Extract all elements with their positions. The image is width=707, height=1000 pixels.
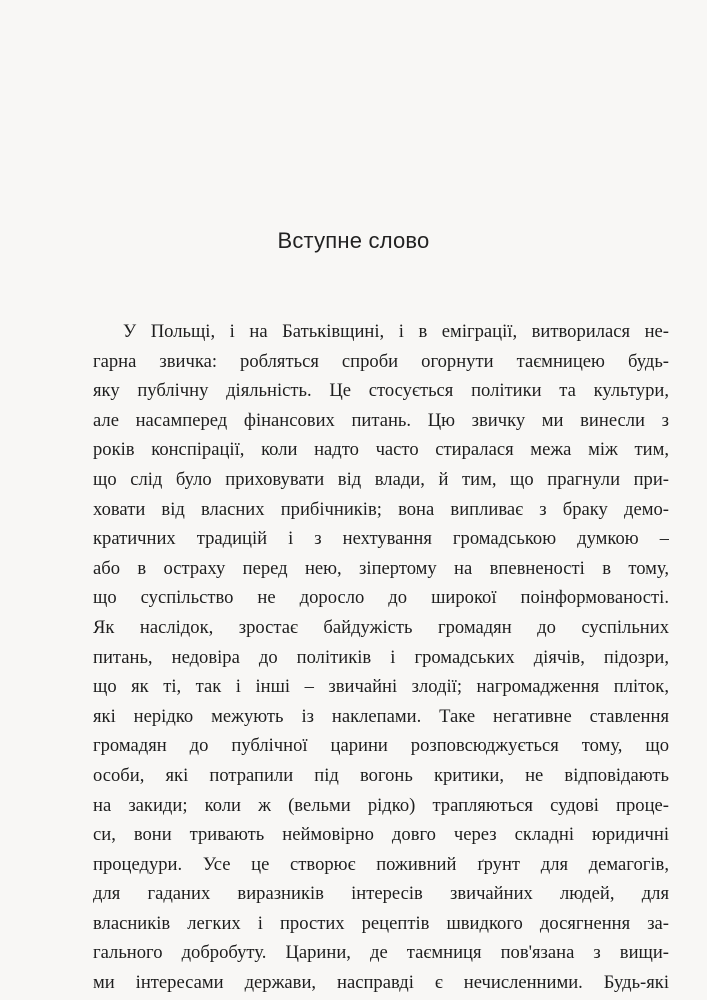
body-text — [93, 317, 669, 998]
text-line: громадян до публічної царини розповсюджується тому, що — [93, 735, 669, 757]
text-line: що слід було приховувати від влади, й тим, що прагнули при- — [93, 468, 669, 490]
text-line: питань, недовіра до політиків і громадських діячів, підозри, — [93, 646, 669, 668]
text-line: си, вони тривають неймовірно довго через складні юридичні — [93, 824, 669, 846]
text-line: гарна звичка: робляться спроби огорнути таємницею будь- — [93, 350, 669, 372]
text-line: особи, які потрапили під вогонь критики, не відповідають — [93, 764, 669, 786]
text-line: Як наслідок, зростає байдужість громадян до суспільних — [93, 616, 669, 638]
text-line: на закиди; коли ж (вельми рідко) трапляються судові проце- — [93, 794, 669, 816]
text-line: ми інтересами держави, насправді є нечисленними. Будь-які — [93, 972, 669, 994]
text-line: для гаданих виразників інтересів звичайних людей, для — [93, 883, 669, 905]
page-title: Вступне слово — [277, 228, 430, 253]
text-line: гального добробуту. Царини, де таємниця пов'язана з вищи- — [93, 942, 669, 964]
text-line: ховати від власних прибічників; вона випливає з браку демо- — [93, 498, 669, 520]
text-line: У Польщі, і на Батьківщині, і в еміграції, витворилася не- — [123, 321, 669, 342]
text-line: кратичних традицій і з нехтування громадською думкою – — [93, 528, 669, 550]
text-line: власників легких і простих рецептів швидкого досягнення за- — [93, 912, 669, 934]
text-line: років конспірації, коли надто часто стиралася межа між тим, — [93, 439, 669, 461]
text-line: але насамперед фінансових питань. Цю звичку ми винесли з — [93, 409, 669, 431]
text-line: що як ті, так і інші – звичайні злодії; нагромадження пліток, — [93, 676, 669, 698]
text-line: або в остраху перед нею, зіпертому на впевненості в тому, — [93, 557, 669, 579]
text-line: що суспільство не доросло до широкої поінформованості. — [93, 587, 669, 609]
text-line: яку публічну діяльність. Це стосується політики та культури, — [93, 380, 669, 402]
text-line: які нерідко межують із наклепами. Таке негативне ставлення — [93, 705, 669, 727]
text-line: процедури. Усе це створює поживний ґрунт для демагогів, — [93, 853, 669, 875]
